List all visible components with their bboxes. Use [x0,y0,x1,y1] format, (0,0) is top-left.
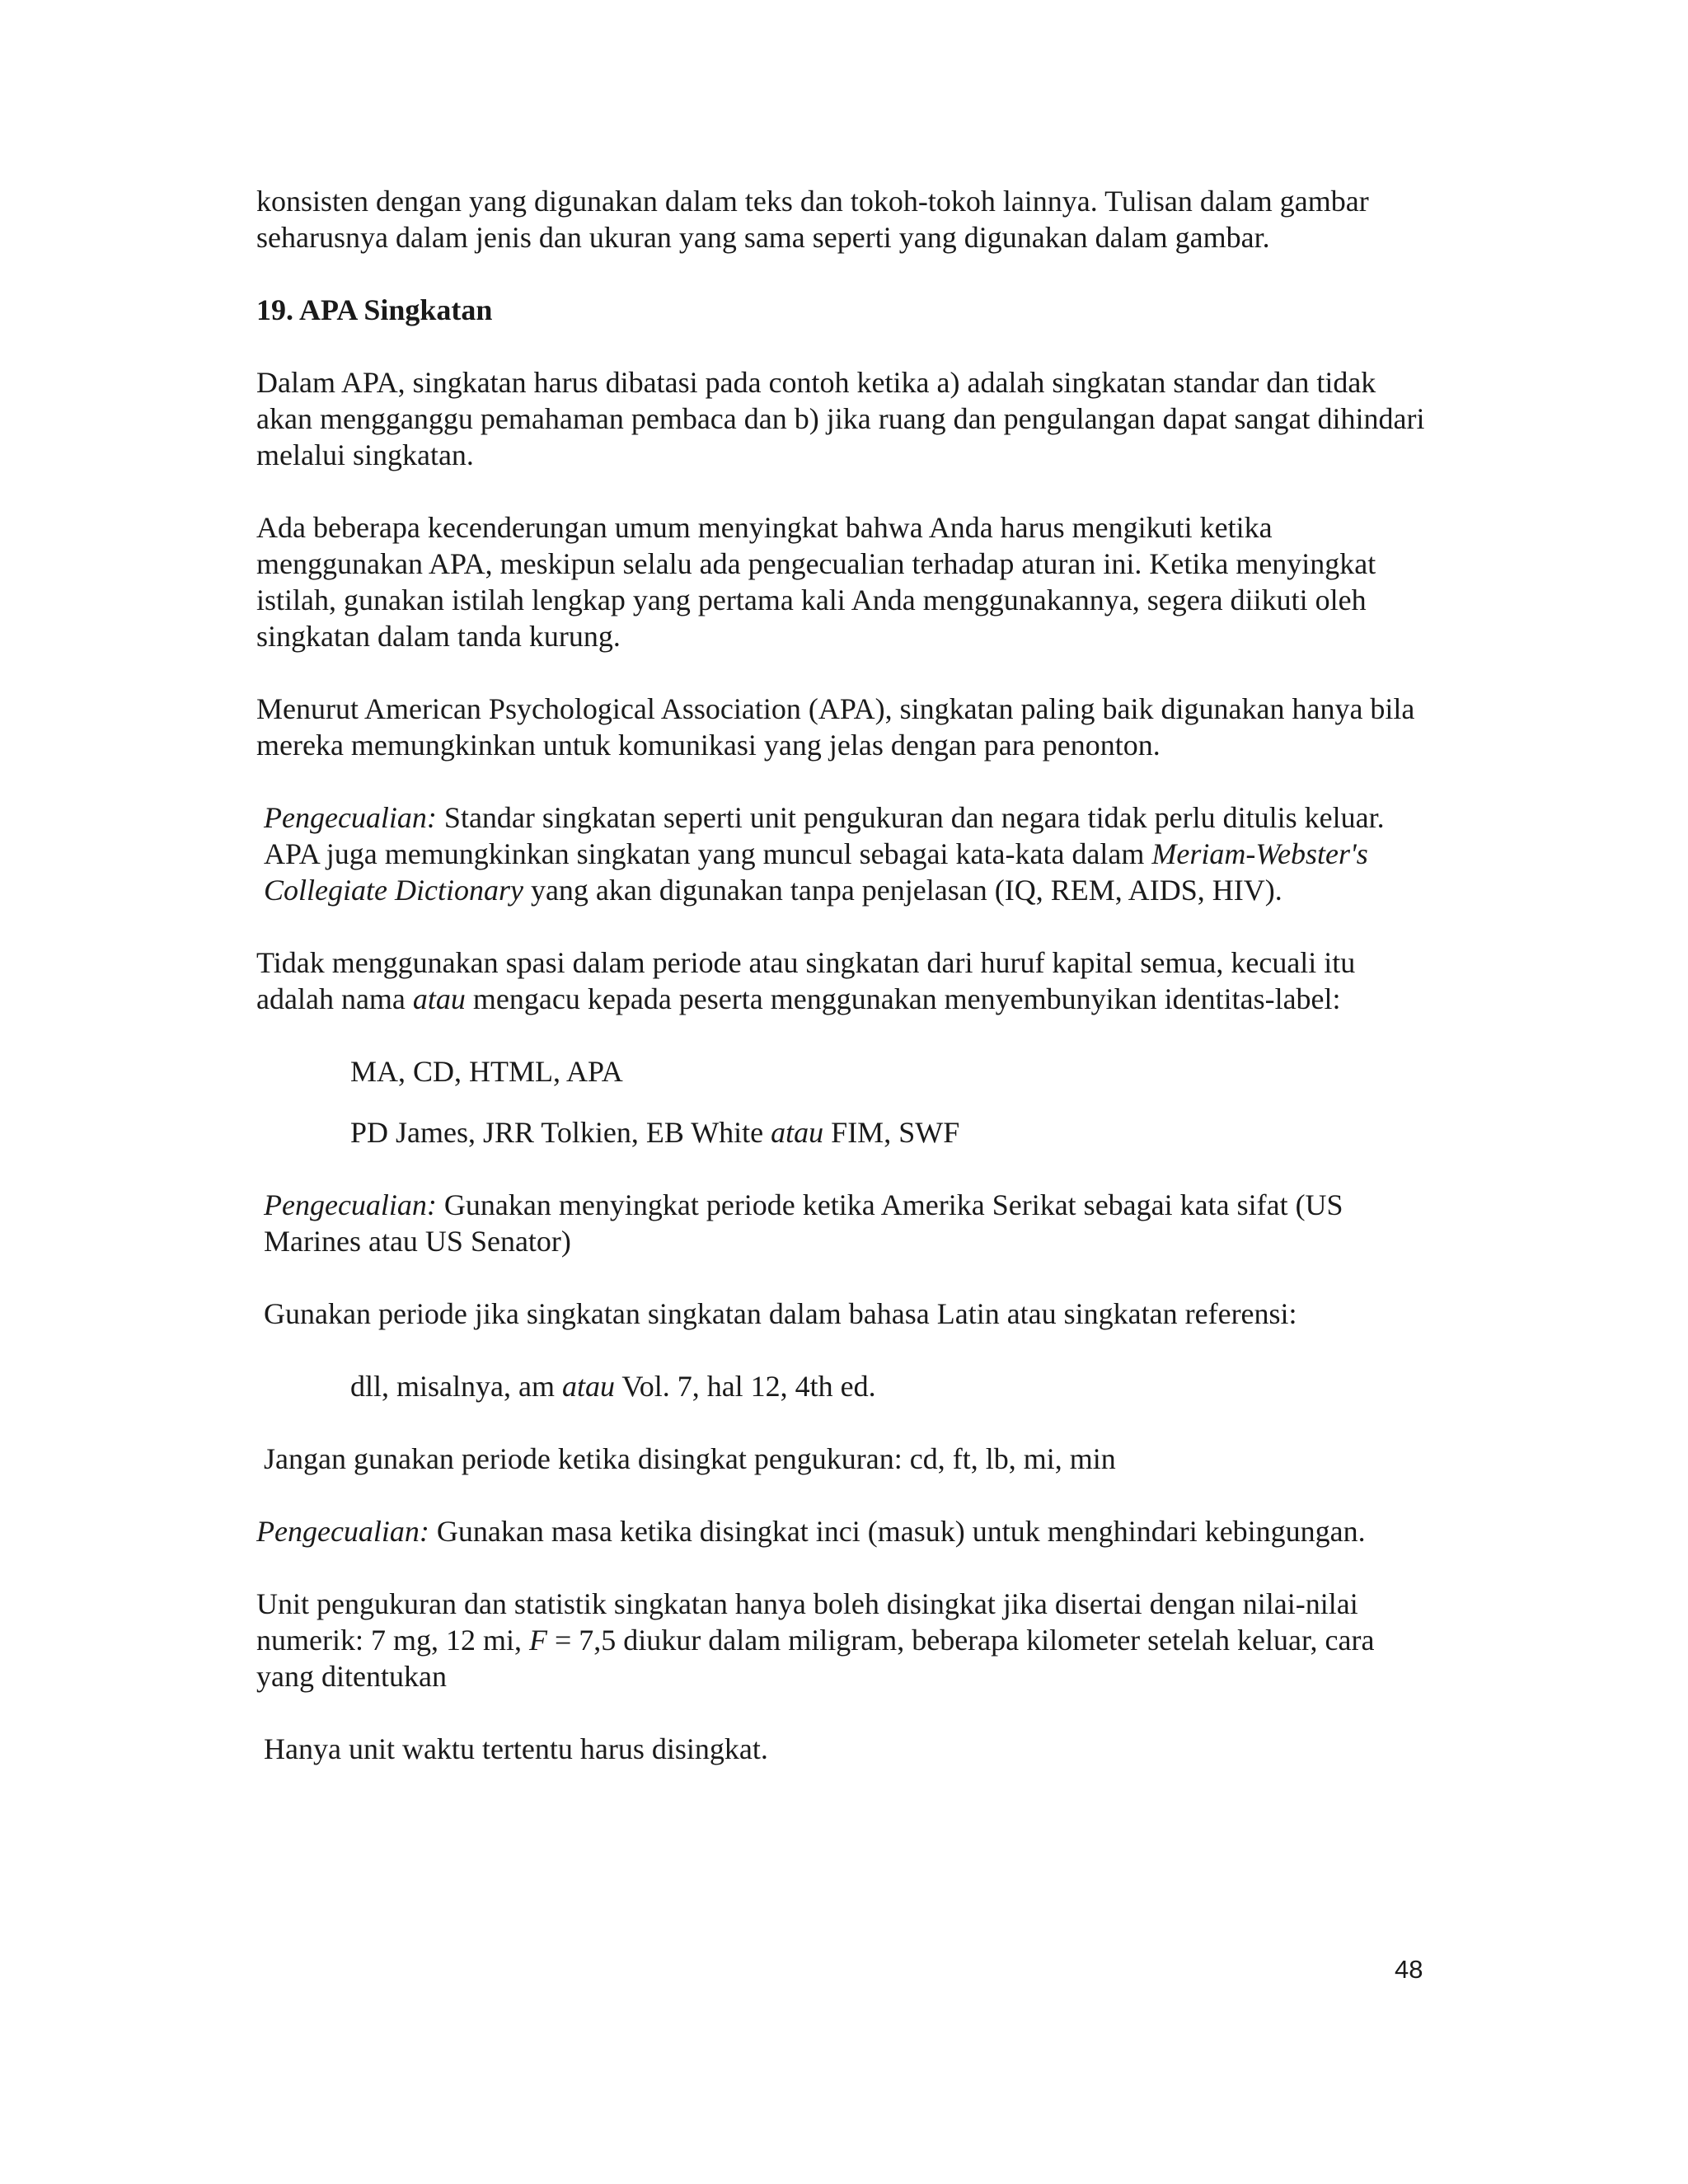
exception-label: Pengecualian: [264,1188,437,1221]
paragraph-units-statistics [256,1586,1427,1694]
exception-text-end: yang akan digunakan tanpa penjelasan (IQ, REM, AIDS, HIV). [523,874,1282,907]
paragraph-measurements: Jangan gunakan periode ketika disingkat pengukuran: cd, ft, lb, mi, min [264,1442,1116,1475]
units-text: Unit pengukuran dan statistik singkatan hanya boleh disingkat jika disertai dengan nilai-nilai numerik: 7 mg, 12 mi, [256,1587,1358,1657]
paragraph-figure-text: konsisten dengan yang digunakan dalam teks dan tokoh-tokoh lainnya. Tulisan dalam gambar seharusnya dalam jenis dan ukuran yang sama seperti yang digunakan dalam gambar. [256,185,1369,254]
paragraph-apa-intro: Dalam APA, singkatan harus dibatasi pada contoh ketika a) adalah singkatan standar dan tidak akan mengganggu pemahaman pembaca dan b) jika ruang dan pengulangan dapat sangat dihindari melalui singkatan. [256,366,1425,471]
example-names-text: PD James, JRR Tolkien, EB White [350,1116,771,1149]
example-latin-end: Vol. 7, hal 12, 4th ed. [614,1370,876,1403]
atau-word: atau [561,1370,615,1403]
exception-us-text: Gunakan menyingkat periode ketika Amerika Serikat sebagai kata sifat (US Marines atau US Senator) [264,1188,1343,1258]
paragraph-general-tendencies: Ada beberapa kecenderungan umum menyingkat bahwa Anda harus mengikuti ketika menggunakan APA, meskipun selalu ada pengecualian terhadap aturan ini. Ketika menyingkat istilah, gunakan istilah lengkap yang pertama kali Anda menggunakannya, segera diikuti oleh singkatan dalam tanda kurung. [256,511,1376,653]
atau-word: atau [412,982,466,1015]
statistic-f: F [528,1624,547,1657]
exception-inch-text: Gunakan masa ketika disingkat inci (masuk) untuk menghindari kebingungan. [429,1515,1366,1548]
example-latin [256,1368,1427,1404]
paragraph-no-spaces [256,944,1427,1017]
example-latin-text: dll, misalnya, am [350,1370,562,1403]
units-text-end: = 7,5 diukur dalam miligram, beberapa kilometer setelah keluar, cara yang ditentukan [256,1624,1375,1693]
exception-text: Standar singkatan seperti unit pengukuran dan negara tidak perlu ditulis keluar. APA juga memungkinkan singkatan yang muncul sebagai kata-kata dalam [264,801,1385,870]
exception-label: Pengecualian: [256,1515,429,1548]
example-capitals: MA, CD, HTML, APA [350,1055,623,1088]
section-heading: 19. APA Singkatan [256,293,493,326]
paragraph-latin-periods: Gunakan periode jika singkatan singkatan dalam bahasa Latin atau singkatan referensi: [264,1297,1297,1330]
dictionary-title: Meriam-Webster's Collegiate Dictionary [264,837,1368,907]
paragraph-time-units: Hanya unit waktu tertentu harus disingkat. [264,1732,768,1765]
paragraph-exception-standard [256,799,1427,908]
paragraph-exception-us [256,1187,1427,1259]
example-names-end: FIM, SWF [823,1116,960,1149]
exception-label: Pengecualian: [264,801,437,834]
paragraph-apa-association: Menurut American Psychological Association (APA), singkatan paling baik digunakan hanya bila mereka memungkinkan untuk komunikasi yang jelas dengan para penonton. [256,692,1415,762]
atau-word: atau [771,1116,824,1149]
no-spaces-text: Tidak menggunakan spasi dalam periode atau singkatan dari huruf kapital semua, kecuali itu adalah nama [256,946,1356,1015]
page-number: 48 [1395,1955,1423,1984]
example-names [256,1114,1427,1151]
document-body [256,183,1427,1767]
paragraph-exception-inch [256,1513,1427,1549]
no-spaces-text-end: mengacu kepada peserta menggunakan menyembunyikan identitas-label: [465,982,1341,1015]
